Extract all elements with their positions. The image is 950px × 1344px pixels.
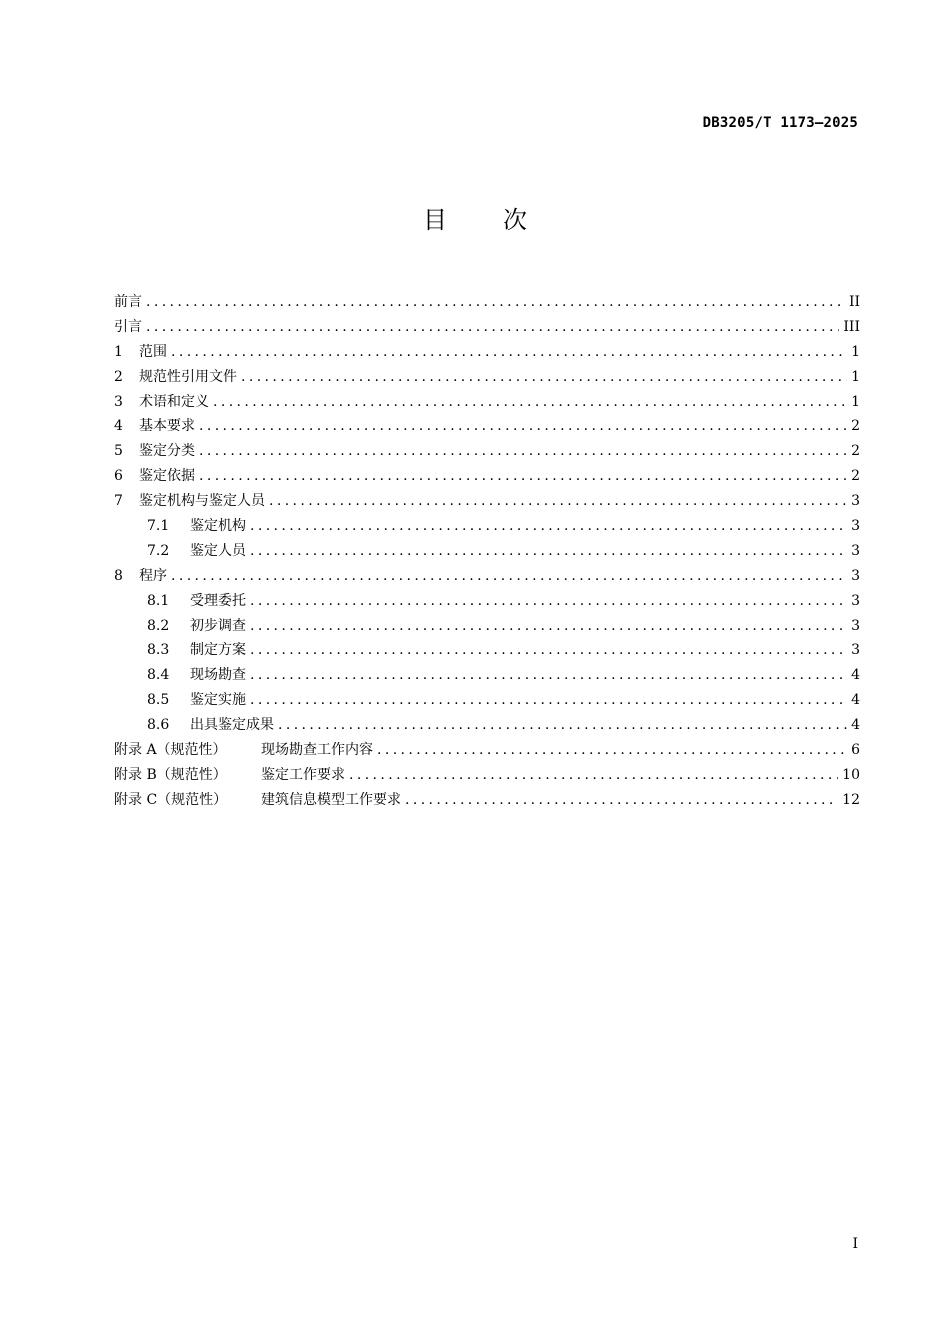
toc-entry-page: III [843, 318, 860, 335]
toc-entry-page: 6 [851, 742, 860, 759]
toc-entry-number: 8.3 [147, 642, 170, 659]
toc-entry-label: 引言 [114, 318, 142, 335]
toc-entry-label: 鉴定分类 [139, 443, 195, 460]
toc-entry-8-3[interactable] [114, 638, 860, 663]
toc-entry-number: 7 [114, 493, 123, 510]
toc-entry-page: 1 [851, 368, 860, 385]
toc-leader-dots [250, 589, 847, 614]
toc-leader-dots [199, 414, 847, 439]
toc-entry-label: 建筑信息模型工作要求 [261, 791, 401, 808]
toc-entry-label: 鉴定机构 [190, 518, 246, 535]
toc-entry-introduction[interactable] [114, 315, 860, 340]
toc-entry-number: 6 [114, 468, 123, 485]
toc-entry-page: 2 [851, 418, 860, 435]
toc-leader-dots [405, 788, 838, 813]
toc-entry-page: 12 [842, 791, 860, 808]
toc-entry-number: 1 [114, 343, 123, 360]
toc-leader-dots [250, 663, 847, 688]
toc-entry-number: 8.1 [147, 592, 170, 609]
toc-entry-page: 1 [851, 393, 860, 410]
toc-entry-label: 鉴定人员 [190, 542, 246, 559]
toc-leader-dots [250, 614, 847, 639]
toc-leader-dots [171, 564, 847, 589]
toc-entry-8-2[interactable] [114, 614, 860, 639]
toc-leader-dots [250, 688, 847, 713]
toc-leader-dots [250, 514, 847, 539]
toc-entry-page: 3 [851, 518, 860, 535]
toc-entry-4[interactable] [114, 414, 860, 439]
toc-entry-label: 程序 [139, 567, 167, 584]
toc-entry-appendix-b[interactable] [114, 763, 860, 788]
toc-entry-page: 3 [851, 592, 860, 609]
toc-entry-page: 2 [851, 443, 860, 460]
toc-entry-label: 规范性引用文件 [139, 368, 237, 385]
toc-entry-label: 鉴定实施 [190, 692, 246, 709]
toc-entry-7-2[interactable] [114, 539, 860, 564]
toc-entry-1[interactable] [114, 340, 860, 365]
toc-entry-page: II [848, 294, 860, 310]
toc-entry-8-1[interactable] [114, 589, 860, 614]
toc-appendix-tag: 附录 A（规范性） [114, 742, 227, 759]
toc-entry-label: 鉴定依据 [139, 468, 195, 485]
toc-entry-page: 3 [851, 542, 860, 559]
toc-entry-label: 基本要求 [139, 418, 195, 435]
toc-leader-dots [146, 315, 839, 340]
toc-leader-dots [241, 365, 847, 390]
toc-leader-dots [171, 340, 847, 365]
toc-leader-dots [199, 439, 847, 464]
toc-entry-2[interactable] [114, 365, 860, 390]
toc-appendix-tag: 附录 C（规范性） [114, 791, 228, 808]
toc-leader-dots [199, 464, 847, 489]
toc-entry-label: 鉴定机构与鉴定人员 [139, 493, 265, 510]
toc-entry-page: 3 [851, 493, 860, 510]
toc-entry-appendix-a[interactable] [114, 738, 860, 763]
toc-entry-label: 现场勘查 [190, 667, 246, 684]
toc-entry-8-6[interactable] [114, 713, 860, 738]
toc-entry-page: 4 [851, 717, 860, 734]
toc-entry-3[interactable] [114, 390, 860, 415]
toc-title-char-1: 目 [423, 206, 447, 234]
toc-entry-number: 3 [114, 393, 123, 410]
toc-entry-8-5[interactable] [114, 688, 860, 713]
toc-entry-7-1[interactable] [114, 514, 860, 539]
toc-entry-label: 出具鉴定成果 [190, 717, 274, 734]
toc-entry-label: 受理委托 [190, 592, 246, 609]
toc-title-char-2: 次 [503, 206, 527, 234]
toc-leader-dots [269, 489, 847, 514]
toc-leader-dots [377, 738, 847, 763]
toc-leader-dots [349, 763, 838, 788]
toc-leader-dots [146, 290, 845, 315]
toc-entry-number: 7.2 [147, 542, 170, 559]
toc-entry-appendix-c[interactable] [114, 788, 860, 813]
toc-entry-number: 2 [114, 368, 123, 385]
toc-entry-label: 初步调查 [190, 617, 246, 634]
toc-entry-page: 10 [842, 766, 860, 783]
toc-entry-number: 8.2 [147, 617, 170, 634]
toc-entry-8[interactable] [114, 564, 860, 589]
toc-entry-8-4[interactable] [114, 663, 860, 688]
toc-entry-number: 5 [114, 443, 123, 460]
toc-entry-label: 制定方案 [190, 642, 246, 659]
toc-entry-page: 3 [851, 642, 860, 659]
toc-entry-number: 8.5 [147, 692, 170, 709]
toc-entry-page: 2 [851, 468, 860, 485]
toc-entry-page: 1 [851, 343, 860, 360]
toc-entry-label: 范围 [139, 343, 167, 360]
toc-entry-label: 鉴定工作要求 [261, 766, 345, 783]
toc-entry-number: 8.4 [147, 667, 170, 684]
toc-entry-number: 7.1 [147, 518, 170, 535]
toc-title [0, 200, 950, 235]
toc-leader-dots [250, 539, 847, 564]
toc-entry-7[interactable] [114, 489, 860, 514]
toc-entry-5[interactable] [114, 439, 860, 464]
toc-entry-page: 3 [851, 617, 860, 634]
document-code: DB3205/T 1173—2025 [702, 115, 858, 131]
toc-leader-dots [250, 638, 847, 663]
table-of-contents [114, 290, 860, 813]
toc-leader-dots [213, 390, 847, 415]
toc-entry-page: 4 [851, 667, 860, 684]
toc-entry-foreword[interactable] [114, 290, 860, 315]
footer-page-number: I [852, 1236, 858, 1252]
toc-entry-label: 现场勘查工作内容 [261, 742, 373, 759]
toc-appendix-tag: 附录 B（规范性） [114, 766, 227, 783]
toc-entry-label: 前言 [114, 294, 142, 310]
toc-entry-page: 3 [851, 567, 860, 584]
toc-entry-page: 4 [851, 692, 860, 709]
toc-entry-number: 8 [114, 567, 123, 584]
toc-leader-dots [278, 713, 847, 738]
toc-entry-number: 8.6 [147, 717, 170, 734]
toc-entry-label: 术语和定义 [139, 393, 209, 410]
toc-entry-number: 4 [114, 418, 123, 435]
toc-entry-6[interactable] [114, 464, 860, 489]
